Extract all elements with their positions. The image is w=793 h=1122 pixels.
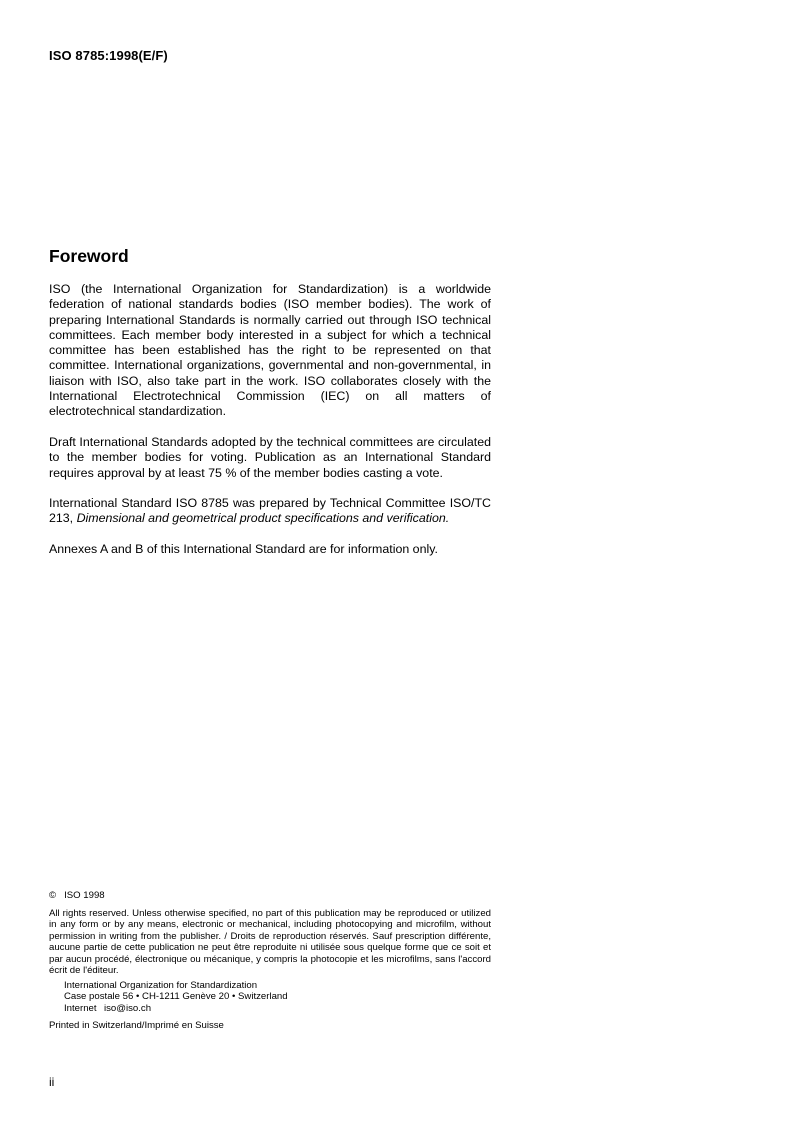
postal-address: Case postale 56 • CH-1211 Genève 20 • Switzerland	[64, 991, 288, 1002]
copyright-line	[49, 890, 491, 902]
foreword-body	[49, 282, 491, 573]
page-number: ii	[49, 1075, 55, 1089]
internet-label: Internet	[64, 1002, 97, 1014]
internet-line	[64, 1003, 491, 1015]
foreword-paragraph-3	[49, 496, 491, 527]
document-id-header: ISO 8785:1998(E/F)	[49, 48, 168, 63]
foreword-paragraph-2: Draft International Standards adopted by the technical committees are circulated to the member bodies for voting. Publication as an International Standard requires approval by at least 75 % of the member bodies casting a vote.	[49, 434, 491, 480]
foreword-paragraph-1: ISO (the International Organization for Standardization) is a worldwide federation of national standards bodies (ISO member bodies). The work of preparing International Standards is normally carried out through ISO technical committees. Each member body interested in a subject for which a technical committee has been established has the right to be represented on that committee. International organizations, governmental and non-governmental, in liaison with ISO, also take part in the work. ISO collaborates closely with the International Electrotechnical Commission (IEC) on all matters of electrotechnical standardization.	[49, 282, 491, 419]
paragraph-3-text: International Standard ISO 8785 was prepared by Technical Committee ISO/TC 213,	[49, 496, 491, 526]
copyright-block	[49, 890, 491, 1032]
publisher-name: International Organization for Standardization	[64, 979, 258, 991]
copyright-owner: ISO 1998	[64, 890, 105, 901]
committee-title: Dimensional and geometrical product specifications and verification.	[76, 511, 450, 526]
publisher-address	[64, 980, 491, 1015]
copyright-symbol-icon: ©	[49, 890, 57, 901]
internet-email: iso@iso.ch	[104, 1002, 152, 1014]
rights-notice: All rights reserved. Unless otherwise specified, no part of this publication may be reproduced or utilized in any form or by any means, electronic or mechanical, including photocopying and microfilm, without permission in writing from the publisher. / Droits de reproduction réservés. Sauf prescription différente, aucune partie de cette publication ne peut être reproduite ni utilisée sous quelque forme que ce soit et par aucun procédé, électronique ou mécanique, y compris la photocopie et les microfilms, sans l'accord écrit de l'éditeur.	[49, 907, 491, 976]
printed-in-note: Printed in Switzerland/Imprimé en Suisse	[49, 1020, 224, 1031]
foreword-heading: Foreword	[49, 246, 129, 266]
foreword-paragraph-4: Annexes A and B of this International Standard are for information only.	[49, 542, 438, 557]
